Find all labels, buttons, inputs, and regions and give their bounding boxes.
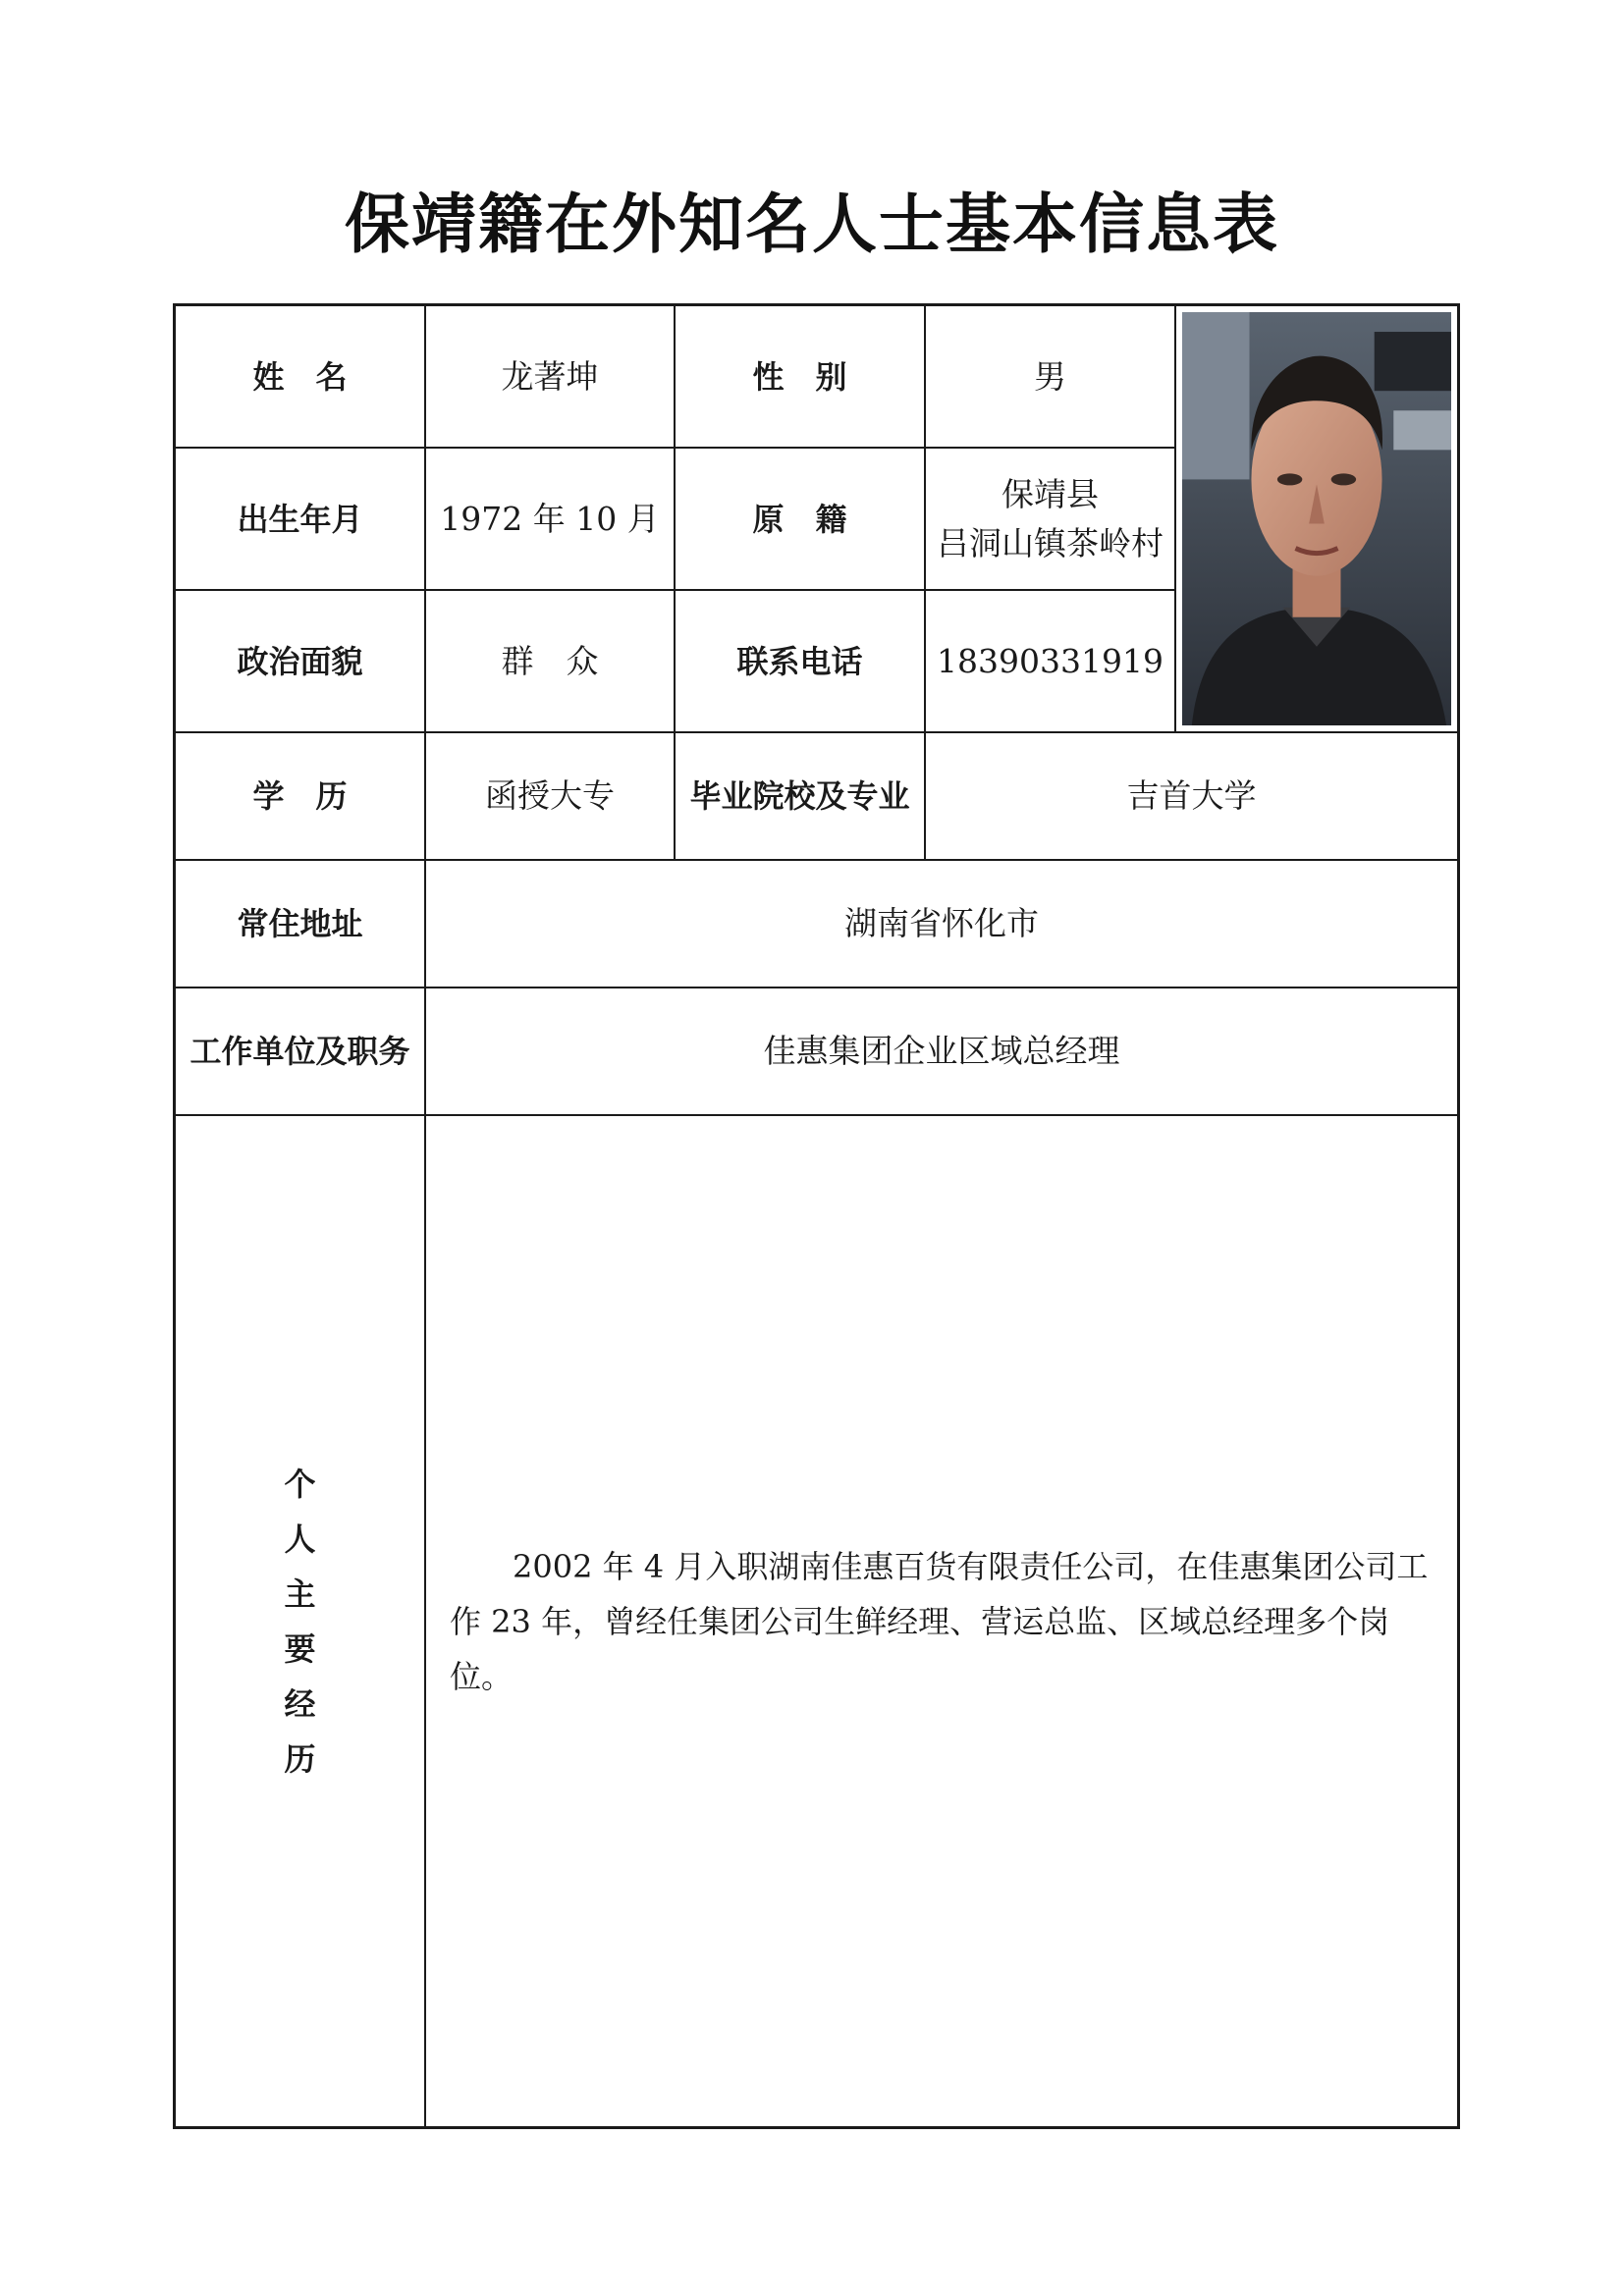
school-label: 毕业院校及专业 [676,733,926,861]
name-value: 龙著坤 [426,306,676,449]
birth-value: 1972 年 10 月 [426,449,676,591]
political-status-value: 群 众 [426,591,676,733]
education-value: 函授大专 [426,733,676,861]
gender-label: 性 别 [676,306,926,449]
origin-village: 吕洞山镇茶岭村 [937,523,1164,562]
resume-label-char: 主 [284,1575,316,1613]
origin-label: 原 籍 [676,449,926,591]
gender-value: 男 [926,306,1176,449]
resume-value-cell [426,1116,1457,2126]
phone-value: 18390331919 [926,591,1176,733]
resume-label [176,1116,426,2126]
education-label: 学 历 [176,733,426,861]
resume-label-char: 个 [284,1465,316,1503]
portrait-photo-cell [1176,306,1457,733]
origin-county: 保靖县 [1001,474,1099,513]
address-label: 常住地址 [176,861,426,988]
address-value: 湖南省怀化市 [426,861,1457,988]
resume-label-char: 历 [284,1739,316,1778]
name-label: 姓 名 [176,306,426,449]
info-form-table [173,303,1460,2129]
work-label: 工作单位及职务 [176,988,426,1116]
resume-label-char: 要 [284,1629,316,1668]
political-status-label: 政治面貌 [176,591,426,733]
origin-value [926,449,1176,591]
school-value: 吉首大学 [926,733,1457,861]
portrait-photo [1182,312,1451,725]
resume-label-char: 人 [284,1520,316,1558]
work-value: 佳惠集团企业区域总经理 [426,988,1457,1116]
phone-label: 联系电话 [676,591,926,733]
resume-text: 2002 年 4 月入职湖南佳惠百货有限责任公司，在佳惠集团公司工作 23 年，曾经任集团公司生鲜经理、营运总监、区域总经理多个岗位。 [450,1547,1429,1695]
birth-label: 出生年月 [176,449,426,591]
document-title: 保靖籍在外知名人士基本信息表 [345,186,1279,262]
resume-label-char: 经 [284,1684,316,1723]
